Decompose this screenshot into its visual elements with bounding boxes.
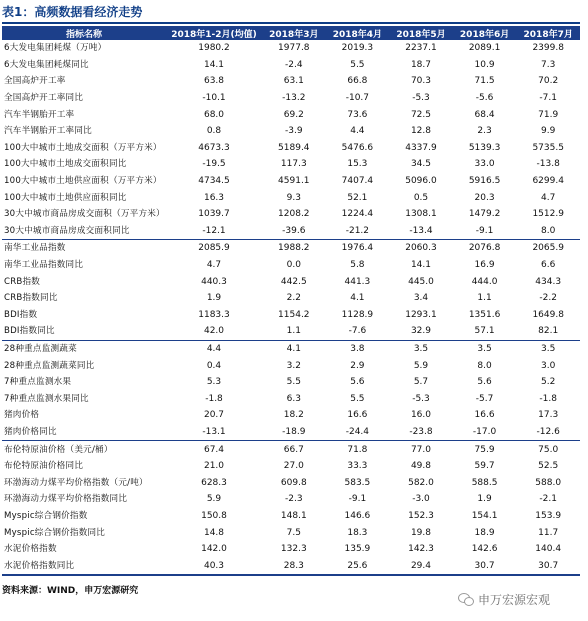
cell-value: -1.8: [205, 393, 223, 404]
cell-value: 5.7: [413, 377, 429, 388]
cell-value: 4673.3: [198, 142, 230, 153]
table-title: 表1：高频数据看经济走势: [2, 5, 143, 19]
header-col: 2018年1-2月(均值): [166, 26, 262, 40]
header-col: 2018年7月: [516, 26, 580, 40]
cell-value: 0.8: [206, 126, 222, 137]
row-label: 28种重点监测蔬菜同比: [4, 360, 95, 371]
cell-value: 5.6: [350, 377, 365, 388]
cell-value: -10.7: [345, 93, 370, 104]
cell-value: 2399.8: [532, 43, 564, 54]
watermark: [458, 589, 550, 609]
cell-value: 2085.9: [166, 240, 262, 257]
cell-value: 1512.9: [532, 209, 564, 220]
table-row: [2, 173, 580, 190]
table-row: [2, 106, 580, 123]
cell-value: -10.1: [202, 93, 226, 104]
cell-value: 1.9: [477, 494, 492, 505]
cell-value: 7.5: [286, 527, 301, 538]
cell-value: 33.3: [347, 461, 368, 472]
cell-value: -9.1: [475, 225, 494, 236]
row-label: BDI指数: [4, 309, 38, 320]
cell-value: 445.0: [408, 276, 434, 287]
cell-value: 140.4: [535, 544, 562, 555]
cell-value: 14.1: [203, 59, 225, 70]
cell-value: 68.0: [203, 109, 225, 120]
cell-value: 11.7: [538, 527, 559, 538]
cell-value: 7.3: [541, 59, 556, 70]
table-row: [2, 323, 580, 340]
cell-value: 1154.2: [278, 309, 310, 320]
row-label: CRB指数: [4, 276, 41, 287]
cell-value: 69.2: [283, 109, 304, 120]
cell-value: -9.1: [348, 494, 367, 505]
cell-value: 3.2: [286, 360, 301, 371]
table-row: [2, 524, 580, 541]
cell-value: 3.5: [453, 340, 517, 357]
cell-value: 1.9: [206, 293, 222, 304]
cell-value: 16.6: [474, 410, 495, 421]
table-row: [2, 57, 580, 74]
cell-value: -3.0: [412, 494, 430, 505]
cell-value: 5.5: [350, 59, 365, 70]
row-label: 环渤海动力煤平均价格指数（元/吨）: [4, 477, 148, 488]
table-row: [2, 73, 580, 90]
cell-value: 583.5: [344, 477, 371, 488]
row-label: 6大发电集团耗煤同比: [4, 59, 89, 70]
cell-value: 582.0: [408, 477, 434, 488]
row-label: 南华工业品指数: [2, 240, 166, 257]
row-label: 100大中城市土地成交面积同比: [4, 159, 127, 170]
cell-value: 440.3: [201, 276, 227, 287]
cell-value: 4.4: [350, 126, 365, 137]
table-row: [2, 123, 580, 140]
cell-value: 25.6: [326, 557, 390, 575]
cell-value: 6299.4: [532, 176, 564, 187]
table-row: [2, 273, 580, 290]
table-row: [2, 390, 580, 407]
cell-value: 28.3: [262, 557, 326, 575]
cell-value: 1977.8: [278, 43, 310, 54]
cell-value: 70.3: [410, 76, 431, 87]
cell-value: 1183.3: [198, 309, 230, 320]
row-label: 6大发电集团耗煤（万吨）: [4, 43, 107, 54]
cell-value: 5.9: [206, 494, 222, 505]
header-indicator: 指标名称: [2, 26, 166, 40]
row-label: BDI指数同比: [4, 326, 55, 337]
cell-value: 14.8: [203, 527, 225, 538]
cell-value: -13.1: [202, 426, 226, 437]
cell-value: 72.5: [410, 109, 431, 120]
cell-value: 4337.9: [405, 142, 437, 153]
cell-value: 2.2: [286, 293, 301, 304]
table-row: [2, 491, 580, 508]
cell-value: 1351.6: [468, 309, 501, 320]
cell-value: -2.1: [539, 494, 557, 505]
cell-value: 70.2: [538, 76, 559, 87]
table-row: [2, 541, 580, 558]
cell-value: 17.3: [538, 410, 559, 421]
cell-value: 5.2: [541, 377, 556, 388]
cell-value: 117.3: [280, 159, 307, 170]
cell-value: 4.7: [541, 192, 556, 203]
cell-value: 1.1: [477, 293, 492, 304]
cell-value: 1649.8: [532, 309, 564, 320]
row-label: 100大中城市土地供应面积（万平方米）: [4, 176, 162, 187]
cell-value: -13.2: [282, 93, 306, 104]
cell-value: 9.9: [541, 126, 556, 137]
cell-value: 16.9: [474, 260, 495, 271]
watermark-text: 申万宏源宏观: [478, 592, 551, 607]
cell-value: -18.9: [282, 426, 306, 437]
cell-value: 1039.7: [198, 209, 230, 220]
table-row: [2, 407, 580, 424]
cell-value: -21.2: [345, 225, 370, 236]
cell-value: 71.8: [326, 441, 390, 458]
cell-value: 14.1: [410, 260, 431, 271]
cell-value: -19.5: [202, 159, 226, 170]
cell-value: 77.0: [389, 441, 453, 458]
cell-value: 1208.2: [278, 209, 310, 220]
row-label: 100大中城市土地供应面积同比: [4, 192, 127, 203]
cell-value: 135.9: [344, 544, 371, 555]
cell-value: 18.2: [283, 410, 304, 421]
cell-value: 63.1: [283, 76, 304, 87]
cell-value: 434.3: [535, 276, 562, 287]
header-col: 2018年6月: [453, 26, 517, 40]
cell-value: 444.0: [471, 276, 498, 287]
table-row: [2, 257, 580, 274]
cell-value: -23.8: [409, 426, 433, 437]
table-row: [2, 508, 580, 525]
cell-value: 2019.3: [341, 43, 374, 54]
cell-value: 152.3: [408, 510, 434, 521]
cell-value: 0.5: [413, 192, 429, 203]
cell-value: 2065.9: [516, 240, 580, 257]
table-row: [2, 223, 580, 240]
cell-value: 5476.6: [341, 142, 374, 153]
cell-value: -39.6: [282, 225, 306, 236]
header-col: 2018年4月: [326, 26, 390, 40]
cell-value: 1988.2: [262, 240, 326, 257]
cell-value: 68.4: [474, 109, 495, 120]
row-label: Myspic综合钢价指数: [4, 510, 88, 521]
cell-value: 588.0: [535, 477, 562, 488]
row-label: 100大中城市土地成交面积（万平方米）: [4, 142, 162, 153]
cell-value: 5.3: [206, 377, 222, 388]
cell-value: 33.0: [474, 159, 495, 170]
cell-value: 1980.2: [198, 43, 230, 54]
cell-value: 67.4: [166, 441, 262, 458]
cell-value: 1128.9: [341, 309, 374, 320]
cell-value: 132.3: [280, 544, 307, 555]
cell-value: 66.7: [262, 441, 326, 458]
table-row: [2, 206, 580, 223]
cell-value: 29.4: [389, 557, 453, 575]
cell-value: 1.1: [286, 326, 301, 337]
cell-value: 34.5: [410, 159, 431, 170]
cell-value: 6.3: [286, 393, 301, 404]
row-label: 30大中城市商品房成交面积同比: [4, 225, 130, 236]
cell-value: 3.4: [413, 293, 429, 304]
cell-value: 4.1: [262, 340, 326, 357]
table-row: [2, 557, 580, 575]
cell-value: 142.0: [201, 544, 227, 555]
row-label: 猪肉价格: [4, 410, 40, 421]
cell-value: 16.3: [203, 192, 225, 203]
cell-value: 5.8: [350, 260, 365, 271]
cell-value: 8.0: [477, 360, 492, 371]
cell-value: 7407.4: [341, 176, 374, 187]
row-label: 布伦特原油价格（美元/桶）: [2, 441, 166, 458]
cell-value: 30.7: [516, 557, 580, 575]
cell-value: 66.8: [347, 76, 368, 87]
cell-value: 5.9: [413, 360, 429, 371]
cell-value: 8.0: [541, 225, 556, 236]
cell-value: 2237.1: [405, 43, 437, 54]
cell-value: 6.6: [541, 260, 556, 271]
cell-value: 142.3: [408, 544, 434, 555]
cell-value: -12.1: [202, 225, 226, 236]
cell-value: -5.3: [412, 393, 430, 404]
economic-data-table: [2, 26, 580, 576]
cell-value: -5.7: [475, 393, 494, 404]
cell-value: -2.2: [539, 293, 557, 304]
cell-value: 16.6: [347, 410, 368, 421]
cell-value: 5.5: [286, 377, 301, 388]
cell-value: -2.4: [285, 59, 303, 70]
cell-value: -24.4: [345, 426, 370, 437]
table-row: [2, 189, 580, 206]
table-row: [2, 374, 580, 391]
row-label: 汽车半钢胎开工率: [4, 109, 75, 120]
cell-value: 5.5: [350, 393, 365, 404]
row-label: 水泥价格指数: [4, 544, 57, 555]
cell-value: 57.1: [474, 326, 495, 337]
table-row: [2, 424, 580, 441]
cell-value: -13.8: [536, 159, 560, 170]
cell-value: 3.0: [541, 360, 556, 371]
cell-value: -7.6: [348, 326, 367, 337]
cell-value: 2.9: [350, 360, 365, 371]
cell-value: 10.9: [474, 59, 495, 70]
cell-value: -12.6: [536, 426, 560, 437]
cell-value: 42.0: [203, 326, 225, 337]
cell-value: 27.0: [283, 461, 304, 472]
cell-value: -17.0: [472, 426, 497, 437]
cell-value: 2076.8: [453, 240, 517, 257]
cell-value: 18.3: [347, 527, 368, 538]
cell-value: 441.3: [344, 276, 371, 287]
cell-value: 9.3: [286, 192, 301, 203]
row-label: 布伦特原油价格同比: [4, 461, 84, 472]
cell-value: 19.8: [410, 527, 431, 538]
source-note: 资料来源：WIND，申万宏源研究: [2, 586, 139, 596]
cell-value: 75.0: [516, 441, 580, 458]
cell-value: 2089.1: [468, 43, 501, 54]
cell-value: 52.5: [538, 461, 559, 472]
cell-value: 1479.2: [468, 209, 501, 220]
cell-value: 5735.5: [532, 142, 564, 153]
cell-value: 49.8: [410, 461, 431, 472]
cell-value: 40.3: [166, 557, 262, 575]
row-label: 水泥价格指数同比: [2, 557, 166, 575]
cell-value: 1308.1: [405, 209, 437, 220]
table-header-row: [2, 26, 580, 40]
cell-value: 3.5: [516, 340, 580, 357]
cell-value: -5.6: [475, 93, 494, 104]
row-label: 环渤海动力煤平均价格指数同比: [4, 494, 128, 505]
cell-value: 2060.3: [389, 240, 453, 257]
cell-value: 12.8: [410, 126, 431, 137]
table-row: [2, 458, 580, 475]
row-label: 汽车半钢胎开工率同比: [4, 126, 92, 137]
cell-value: 4734.5: [198, 176, 230, 187]
cell-value: 5.6: [477, 377, 492, 388]
row-label: 7种重点监测水果: [4, 377, 72, 388]
row-label: 7种重点监测水果同比: [4, 393, 89, 404]
cell-value: 82.1: [538, 326, 559, 337]
row-label: CRB指数同比: [4, 293, 58, 304]
cell-value: 71.5: [474, 76, 495, 87]
cell-value: 32.9: [410, 326, 431, 337]
title-rule: [2, 22, 580, 24]
cell-value: 59.7: [474, 461, 495, 472]
cell-value: 628.3: [201, 477, 227, 488]
cell-value: 0.0: [286, 260, 301, 271]
cell-value: 5096.0: [405, 176, 437, 187]
cell-value: 18.7: [410, 59, 431, 70]
row-label: 全国高炉开工率同比: [4, 93, 84, 104]
cell-value: 4.4: [166, 340, 262, 357]
cell-value: 3.8: [326, 340, 390, 357]
cell-value: 4.1: [350, 293, 365, 304]
table-row: [2, 357, 580, 374]
cell-value: 5139.3: [468, 142, 501, 153]
cell-value: 588.5: [471, 477, 498, 488]
wechat-icon: [458, 592, 474, 606]
cell-value: 148.1: [280, 510, 307, 521]
cell-value: 142.6: [471, 544, 498, 555]
cell-value: -3.9: [285, 126, 303, 137]
cell-value: -5.3: [412, 93, 430, 104]
cell-value: 15.3: [347, 159, 368, 170]
cell-value: -1.8: [539, 393, 557, 404]
cell-value: 3.5: [389, 340, 453, 357]
row-label: 南华工业品指数同比: [4, 260, 84, 271]
cell-value: 18.9: [474, 527, 495, 538]
table-row: [2, 307, 580, 324]
cell-value: 20.3: [474, 192, 495, 203]
cell-value: 20.7: [203, 410, 225, 421]
header-col: 2018年5月: [389, 26, 453, 40]
cell-value: 21.0: [203, 461, 225, 472]
cell-value: 30.7: [453, 557, 517, 575]
table-row: [2, 441, 580, 458]
table-row: [2, 40, 580, 57]
cell-value: 52.1: [347, 192, 368, 203]
table-row: [2, 474, 580, 491]
row-label: 28种重点监测蔬菜: [2, 340, 166, 357]
row-label: Myspic综合钢价指数同比: [4, 527, 106, 538]
row-label: 30大中城市商品房成交面积（万平方米）: [4, 209, 165, 220]
cell-value: 5916.5: [468, 176, 501, 187]
header-col: 2018年3月: [262, 26, 326, 40]
table-row: [2, 140, 580, 157]
cell-value: -7.1: [539, 93, 557, 104]
cell-value: 73.6: [347, 109, 368, 120]
cell-value: 146.6: [344, 510, 371, 521]
cell-value: 2.3: [477, 126, 492, 137]
cell-value: 442.5: [280, 276, 307, 287]
cell-value: 4.7: [206, 260, 222, 271]
row-label: 猪肉价格同比: [4, 426, 57, 437]
cell-value: 4591.1: [278, 176, 310, 187]
cell-value: 153.9: [535, 510, 562, 521]
cell-value: 71.9: [538, 109, 559, 120]
table-row: [2, 240, 580, 257]
cell-value: -2.3: [285, 494, 303, 505]
table-row: [2, 290, 580, 307]
cell-value: 1976.4: [326, 240, 390, 257]
cell-value: 0.4: [206, 360, 222, 371]
table-body: [2, 40, 580, 575]
table-row: [2, 340, 580, 357]
cell-value: 1293.1: [405, 309, 437, 320]
cell-value: 154.1: [471, 510, 498, 521]
cell-value: -13.4: [409, 225, 433, 236]
cell-value: 75.9: [453, 441, 517, 458]
cell-value: 63.8: [203, 76, 225, 87]
cell-value: 1224.4: [341, 209, 374, 220]
row-label: 全国高炉开工率: [4, 76, 66, 87]
table-row: [2, 90, 580, 107]
table-row: [2, 156, 580, 173]
cell-value: 16.0: [410, 410, 431, 421]
cell-value: 150.8: [201, 510, 227, 521]
cell-value: 609.8: [280, 477, 307, 488]
cell-value: 5189.4: [278, 142, 310, 153]
